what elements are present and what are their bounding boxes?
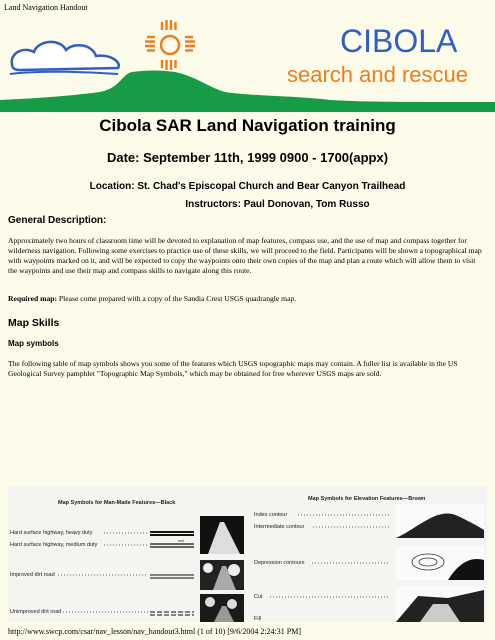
cloud-icon	[10, 72, 118, 74]
general-description-heading: General Description:	[8, 215, 107, 226]
road-photo-thumbnails	[200, 516, 244, 622]
symbol-label: Intermediate contour	[254, 524, 305, 530]
page-title: Cibola SAR Land Navigation training	[99, 116, 396, 135]
zia-sun-icon	[145, 20, 195, 70]
required-map-label: Required map:	[8, 294, 58, 303]
required-map-text: Please come prepared with a copy of the Sandia Crest USGS quadrangle map.	[57, 294, 297, 303]
left-table-header: Map Symbols for Man-Made Features—Black	[58, 500, 176, 506]
event-location: Location: St. Chad's Episcopal Church and Bear Canyon Trailhead	[89, 181, 406, 192]
symbol-label: Fill	[254, 616, 262, 622]
map-symbols-heading: Map symbols	[8, 339, 59, 348]
symbol-label: Hard surface highway, heavy duty	[10, 530, 93, 536]
logo-subtitle: search and rescue	[287, 62, 468, 87]
event-instructors: Instructors: Paul Donovan, Tom Russo	[185, 199, 370, 210]
event-date: Date: September 11th, 1999 0900 - 1700(appx)	[106, 150, 389, 165]
logo-cibola: CIBOLA	[340, 23, 458, 59]
map-symbols-image	[8, 486, 487, 622]
map-symbols-graphic	[8, 486, 487, 622]
elevation-photo-thumbnails	[396, 504, 484, 622]
road-red-tag: red	[178, 538, 184, 543]
right-table-header: Map Symbols for Elevation Features—Brown	[308, 496, 426, 502]
symbol-label: Index contour	[254, 512, 288, 518]
page-footer-url: http://www.swcp.com/csar/nav_lesson/nav_handout3.html (1 of 10) [9/6/2004 2:24:31 PM]	[8, 627, 302, 636]
symbol-label: Unimproved dirt road	[10, 609, 62, 615]
symbol-label: Hard surface highway, medium duty	[10, 542, 98, 548]
symbol-label: Depression contours	[254, 560, 305, 566]
general-description-text: Approximately two hours of classroom time will be devoted to explanation of map features, compass use, and the use of map and compass together for wilderness navigation. Following some exercises to practice use of these skills, we will proceed to the field. Participants will be shown a topographical map with waypoints marked on it, and will be expected to copy the waypoints onto their own copies of the map and plan a route which will allow them to visit the waypoints and use their map and compass skills to navigate along this route.	[8, 236, 482, 275]
symbol-label: Improved dirt road	[10, 572, 55, 578]
map-skills-heading: Map Skills	[8, 317, 60, 329]
document-title: Land Navigation Handout	[4, 3, 88, 12]
banner-graphic	[0, 12, 495, 112]
cibola-banner	[0, 12, 495, 112]
symbol-label: Cut	[254, 594, 263, 600]
required-map-paragraph	[8, 294, 486, 304]
cloud-icon	[12, 42, 119, 70]
map-symbols-text: The following table of map symbols shows you some of the features which USGS topographic maps may contain. A fuller list is available in the US Geological Survey pamphlet "Topographic Map Symbols," which may be obtained for free wherever USGS maps are sold.	[8, 359, 458, 378]
